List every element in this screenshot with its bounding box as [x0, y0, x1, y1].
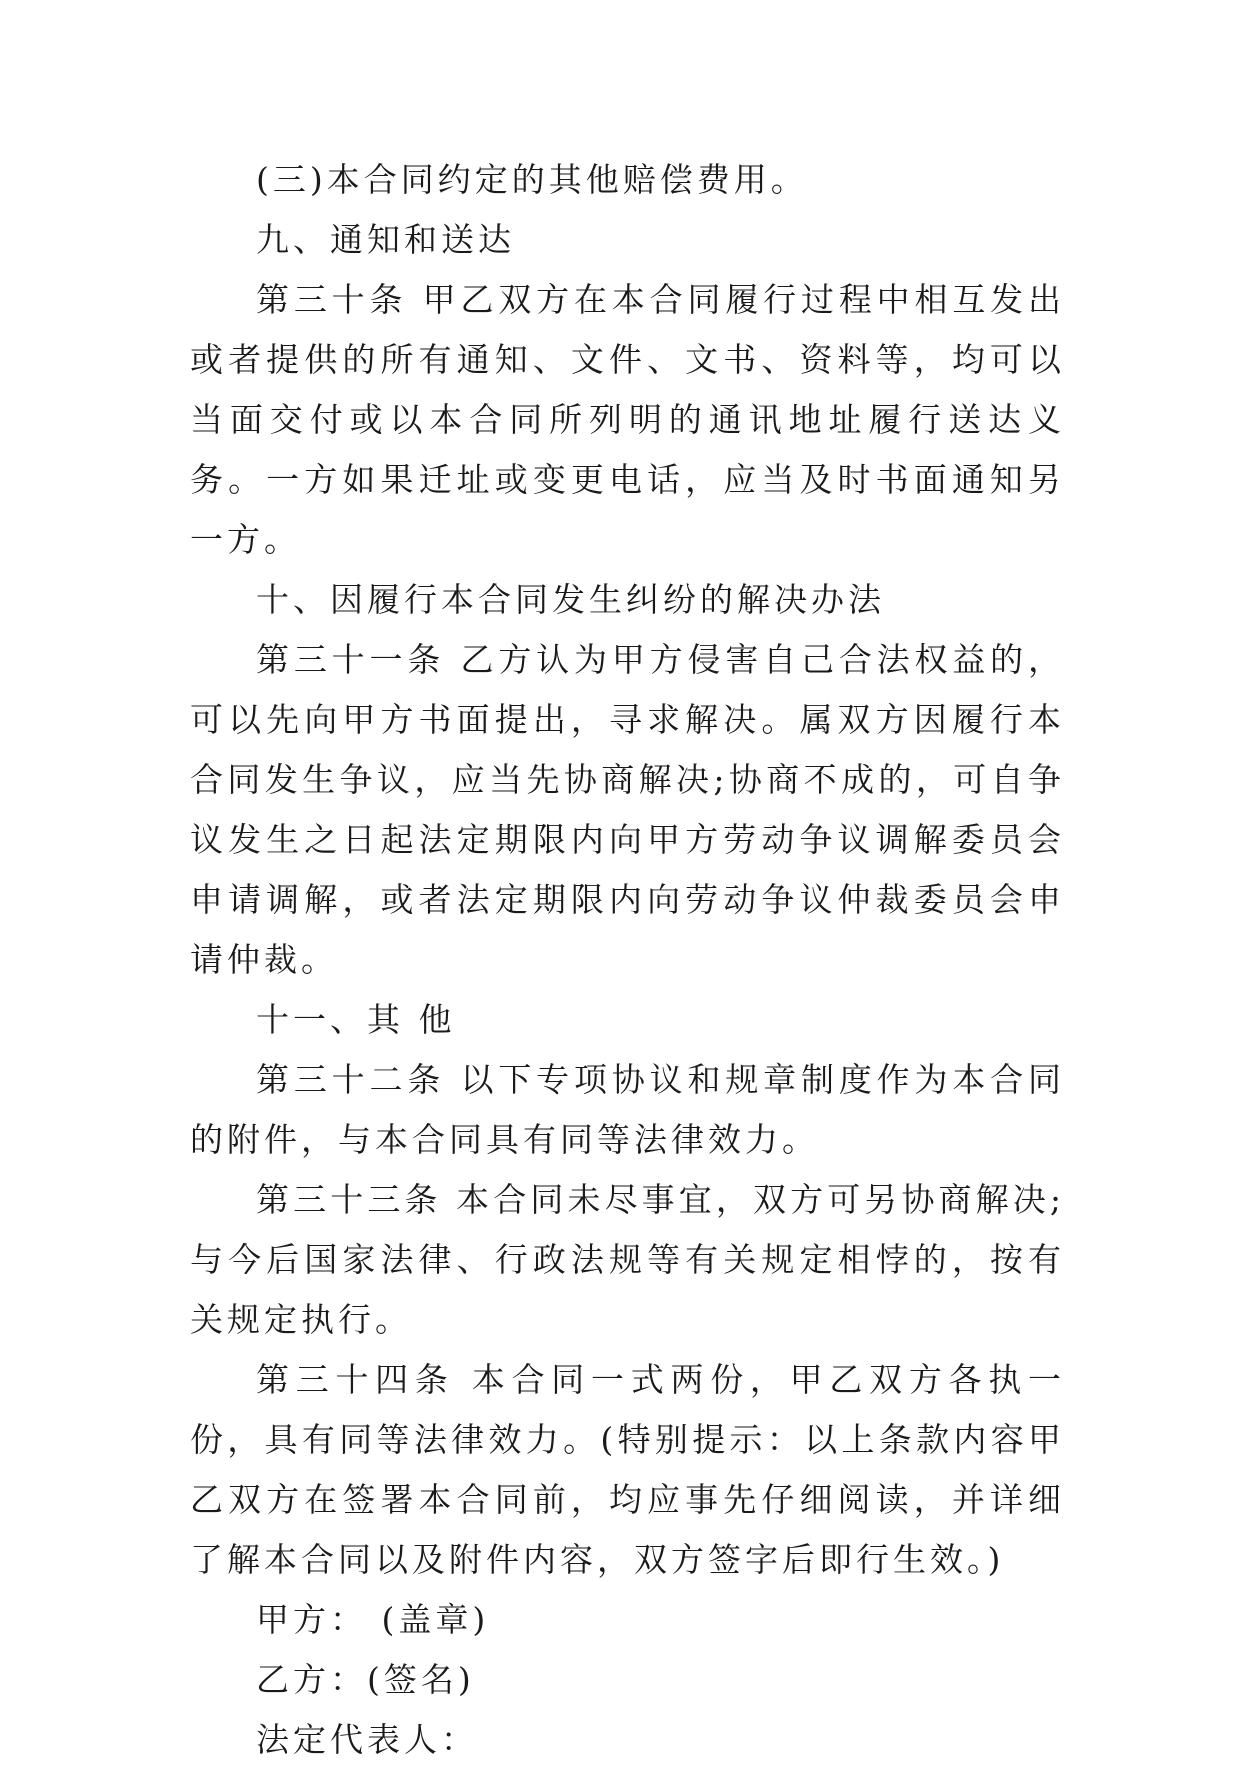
clause-3-other-compensation: (三)本合同约定的其他赔偿费用。 — [256, 160, 808, 199]
article-31: 第三十一条 乙方认为甲方侵害自己合法权益的，可以先向甲方书面提出，寻求解决。属双方因履行本合同发生争议，应当先协商解决;协商不成的，可自争议发生之日起法定期限内向甲方劳动争议调解委员会申请调解，或者法定期限内向劳动争议仲裁委员会申请仲裁。 — [190, 640, 1065, 979]
document-body — [190, 150, 1065, 1770]
article-32: 第三十二条 以下专项协议和规章制度作为本合同的附件，与本合同具有同等法律效力。 — [190, 1060, 1065, 1159]
article-34: 第三十四条 本合同一式两份，甲乙双方各执一份，具有同等法律效力。(特别提示：以上条款内容甲乙双方在签署本合同前，均应事先仔细阅读，并详细了解本合同以及附件内容，双方签字后即行生效。) — [190, 1360, 1065, 1579]
article-30: 第三十条 甲乙双方在本合同履行过程中相互发出或者提供的所有通知、文件、文书、资料等，均可以当面交付或以本合同所列明的通讯地址履行送达义务。一方如果迁址或变更电话，应当及时书面通知另一方。 — [190, 280, 1065, 559]
section-10-heading: 十、因履行本合同发生纠纷的解决办法 — [256, 580, 885, 619]
party-a-signature-line: 甲方： (盖章) — [256, 1600, 490, 1639]
party-b-signature-line: 乙方：(签名) — [256, 1660, 475, 1699]
legal-representative-line: 法定代表人： — [256, 1720, 478, 1759]
section-11-heading: 十一、其 他 — [256, 1000, 456, 1039]
article-33: 第三十三条 本合同未尽事宜，双方可另协商解决;与今后国家法律、行政法规等有关规定相悖的，按有关规定执行。 — [190, 1180, 1065, 1339]
section-9-heading: 九、通知和送达 — [256, 220, 515, 259]
